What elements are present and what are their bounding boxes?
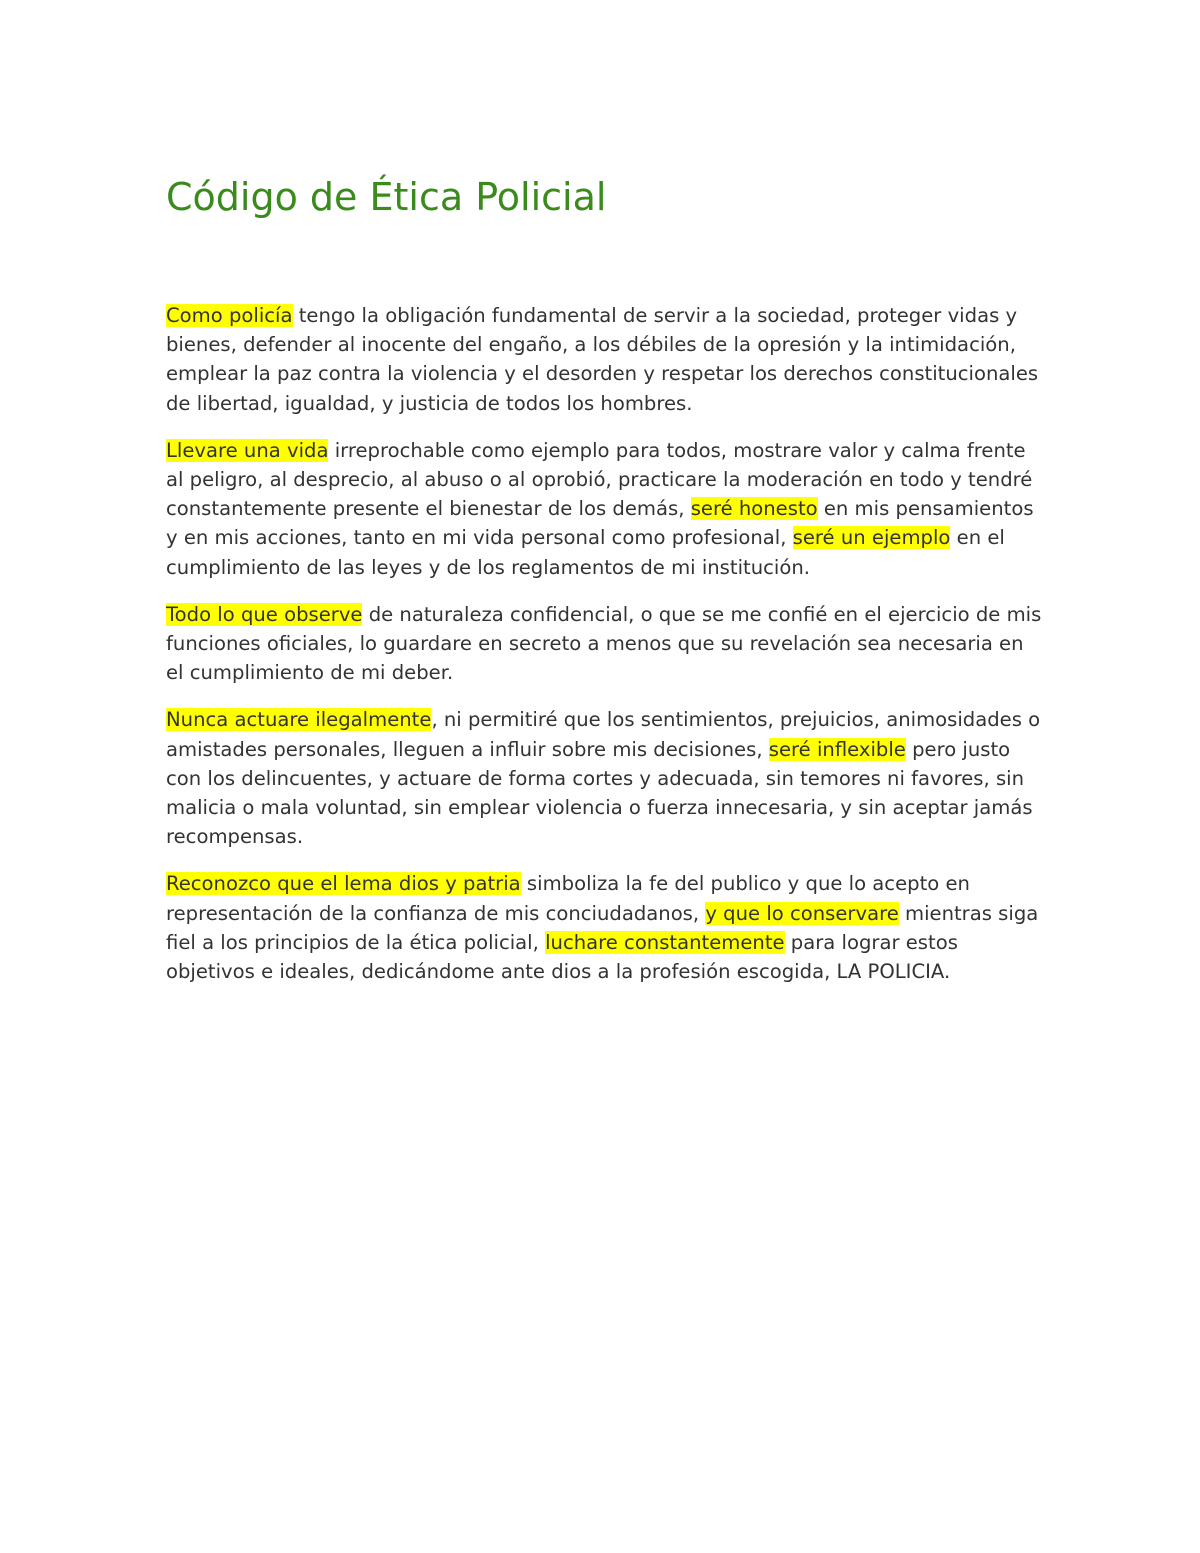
paragraph-1 <box>166 301 1046 418</box>
highlighted-text: Como policía <box>166 304 293 327</box>
highlighted-text: seré inflexible <box>768 737 906 761</box>
paragraph-3 <box>166 600 1046 688</box>
body-text: irreprochable como ejemplo para todos, mostrare valor y calma frente al peligro, al desprecio, al abuso o al oprobió, practicare la moderación en todo y tendré constantemente presente el bienestar de los demás, <box>166 438 1033 521</box>
highlighted-text: seré un ejemplo <box>792 526 951 550</box>
body-text: , ni permitiré que los sentimientos, prejuicios, animosidades o amistades personales, lleguen a influir sobre mis decisiones, <box>166 708 1041 761</box>
highlighted-text: Reconozco que el lema dios y patria <box>166 872 521 896</box>
body-text: de naturaleza confidencial, o que se me confié en el ejercicio de mis funciones oficiales, lo guardare en secreto a menos que su revelación sea necesaria en el cumplimiento de mi deber. <box>166 602 1042 685</box>
paragraph-2 <box>166 436 1046 582</box>
highlighted-text: Nunca actuare ilegalmente <box>166 708 432 732</box>
paragraph-5 <box>166 869 1046 986</box>
highlighted-text: Todo lo que observe <box>166 602 363 626</box>
body-text: en mis pensamientos y en mis acciones, tanto en mi vida personal como profesional, <box>166 497 1034 550</box>
body-text: pero justo con los delincuentes, y actuare de forma cortes y adecuada, sin temores ni favores, sin malicia o mala voluntad, sin emplear violencia o fuerza innecesaria, y sin aceptar jamás recompensas. <box>166 737 1033 849</box>
document-title: Código de Ética Policial <box>166 175 607 219</box>
highlighted-text: y que lo conservare <box>705 901 899 925</box>
body-text: mientras siga fiel a los principios de la ética policial, <box>166 901 1039 954</box>
document-body <box>166 301 1046 1004</box>
highlighted-text: luchare constantemente <box>545 930 785 954</box>
highlighted-text: seré honesto <box>690 497 818 521</box>
paragraph-4 <box>166 705 1046 851</box>
body-text: simboliza la fe del publico y que lo acepto en representación de la confianza de mis conciudadanos, <box>166 872 970 925</box>
body-text: en el cumplimiento de las leyes y de los reglamentos de mi institución. <box>166 526 1005 579</box>
body-text: para lograr estos objetivos e ideales, dedicándome ante dios a la profesión escogida, LA POLICIA. <box>166 930 958 984</box>
body-text: tengo la obligación fundamental de servir a la sociedad, proteger vidas y bienes, defender al inocente del engaño, a los débiles de la opresión y la intimidación, emplear la paz contra la violencia y el desorden y respetar los derechos constitucionales de libertad, igualdad, y justicia de todos los hombres. <box>166 304 1039 415</box>
highlighted-text: Llevare una vida <box>166 438 329 462</box>
